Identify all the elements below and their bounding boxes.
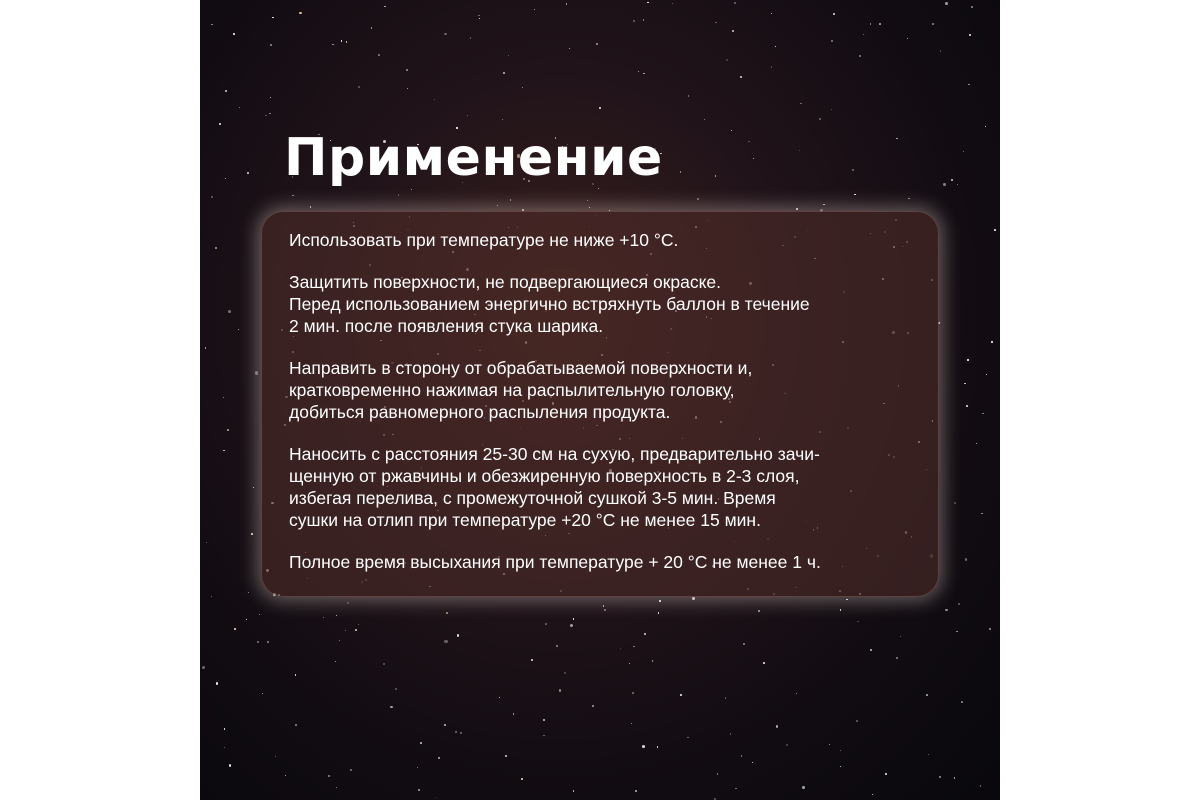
star: [603, 605, 604, 606]
star: [908, 198, 910, 200]
star: [981, 513, 982, 514]
star: [238, 329, 239, 330]
star: [390, 706, 392, 708]
star: [971, 6, 973, 8]
star: [269, 113, 270, 114]
star: [589, 207, 590, 208]
star: [299, 12, 301, 14]
star: [457, 634, 459, 636]
star: [569, 48, 571, 50]
star: [251, 533, 252, 534]
star: [872, 794, 873, 795]
star: [444, 724, 446, 726]
star: [857, 621, 859, 623]
star: [418, 789, 420, 791]
star: [219, 123, 220, 124]
star: [799, 150, 800, 151]
star: [225, 178, 226, 179]
star: [657, 746, 659, 748]
star: [233, 33, 235, 35]
star: [556, 645, 558, 647]
star: [521, 778, 523, 780]
star: [985, 126, 986, 127]
star: [347, 602, 349, 604]
star: [928, 754, 929, 755]
text-line: Направить в сторону от обрабатываемой поверхности и,: [289, 358, 753, 378]
star: [633, 646, 635, 648]
star: [735, 788, 736, 789]
star: [896, 657, 898, 659]
star: [643, 19, 645, 21]
star: [355, 629, 357, 631]
star: [295, 724, 297, 726]
star: [965, 558, 967, 560]
star: [758, 610, 760, 612]
star: [635, 790, 637, 792]
star: [730, 733, 731, 734]
star: [743, 643, 745, 645]
star: [384, 6, 386, 8]
star: [786, 744, 788, 746]
star: [467, 115, 468, 116]
star: [446, 612, 448, 614]
instruction-paragraph-5: [289, 551, 915, 573]
star: [752, 762, 753, 763]
star: [224, 728, 225, 729]
text-line: сушки на отлип при температуре +20 °С не менее 15 мин.: [289, 510, 761, 530]
star: [823, 204, 824, 205]
star: [211, 24, 213, 26]
star: [632, 692, 634, 694]
text-line: 2 мин. после появления стука шарика.: [289, 316, 604, 336]
star: [345, 630, 346, 631]
star: [802, 786, 805, 789]
star: [247, 172, 249, 174]
star: [840, 766, 841, 767]
star: [223, 397, 224, 398]
star: [292, 195, 294, 197]
star: [215, 247, 217, 249]
star: [840, 609, 841, 610]
instruction-paragraph-4: [289, 443, 915, 531]
star: [907, 38, 908, 39]
star: [989, 628, 990, 629]
star: [939, 776, 941, 778]
star: [592, 705, 594, 707]
star: [956, 631, 957, 632]
star: [228, 310, 231, 313]
star: [986, 374, 987, 375]
star: [205, 347, 207, 349]
star: [534, 9, 535, 10]
star: [819, 118, 821, 120]
star: [672, 3, 673, 4]
star: [502, 119, 504, 121]
page-title: Применение: [284, 128, 663, 188]
star: [543, 735, 545, 737]
star: [444, 640, 447, 643]
star: [980, 785, 982, 787]
star: [531, 659, 532, 660]
star: [796, 208, 798, 210]
star: [310, 206, 312, 208]
text-line: добиться равномерного распыления продукта.: [289, 402, 671, 422]
star: [775, 46, 777, 48]
star: [943, 183, 946, 186]
star: [658, 612, 659, 613]
star: [505, 755, 507, 757]
star: [954, 502, 956, 504]
text-line: кратковременно нажимая на распылительную головку,: [289, 380, 735, 400]
star: [833, 13, 835, 15]
star: [267, 641, 269, 643]
star: [358, 86, 360, 88]
text-line: Защитить поверхности, не подвергающиеся окраске.: [289, 272, 722, 292]
star: [932, 23, 934, 25]
star: [982, 413, 983, 414]
instructions-card: [261, 211, 939, 597]
star: [407, 88, 409, 90]
star: [687, 737, 689, 739]
star: [644, 633, 646, 635]
star: [896, 138, 898, 140]
star: [285, 775, 287, 777]
star: [879, 23, 881, 25]
text-line: Полное время высыхания при температуре + 20 °С не менее 1 ч.: [289, 552, 821, 572]
star: [991, 341, 993, 343]
star: [255, 371, 258, 374]
text-line: щенную от ржавчины и обезжиренную поверхность в 2-3 слоя,: [289, 466, 800, 486]
text-line: Использовать при температуре не ниже +10 °С.: [289, 230, 679, 250]
star: [470, 37, 472, 39]
text-line: Перед использованием энергично встряхнуть баллон в течение: [289, 294, 810, 314]
star: [383, 663, 385, 665]
star: [870, 649, 872, 651]
star: [926, 694, 928, 696]
star: [638, 71, 639, 72]
star: [339, 640, 340, 641]
star: [796, 693, 797, 694]
star: [323, 617, 324, 618]
star: [969, 34, 971, 36]
star: [239, 107, 240, 108]
star: [620, 648, 621, 649]
star: [633, 20, 635, 22]
star: [229, 764, 231, 766]
star: [967, 359, 969, 361]
star: [647, 2, 648, 3]
star: [870, 23, 871, 24]
star: [976, 443, 977, 444]
star: [479, 18, 480, 19]
star: [725, 697, 726, 698]
star: [478, 15, 480, 17]
star: [234, 628, 236, 630]
star: [587, 200, 588, 201]
star: [885, 773, 887, 775]
star: [508, 55, 509, 56]
star: [596, 43, 598, 45]
star: [680, 694, 682, 696]
star: [629, 663, 630, 664]
star: [856, 720, 858, 722]
star: [573, 618, 574, 619]
star: [332, 44, 334, 46]
instruction-paragraph-3: [289, 357, 915, 423]
star: [270, 97, 271, 98]
star: [206, 542, 207, 543]
star: [631, 723, 632, 724]
star: [270, 44, 272, 46]
star: [957, 184, 958, 185]
star: [406, 69, 408, 71]
star: [704, 119, 705, 120]
star: [692, 597, 695, 600]
star: [697, 198, 699, 200]
star: [295, 674, 296, 675]
star: [573, 790, 574, 791]
star: [726, 59, 728, 61]
star: [346, 41, 347, 42]
star: [444, 33, 446, 35]
star: [335, 661, 336, 662]
star: [652, 660, 653, 661]
star: [951, 179, 953, 181]
star: [497, 205, 498, 206]
star: [223, 450, 225, 452]
star: [211, 596, 212, 597]
star: [963, 151, 965, 153]
star: [966, 405, 968, 407]
star: [714, 798, 716, 800]
star: [741, 755, 743, 757]
star: [420, 742, 422, 744]
star: [259, 614, 260, 615]
star: [854, 194, 855, 195]
star: [341, 40, 343, 42]
star: [831, 109, 832, 110]
star: [522, 87, 523, 88]
star: [253, 487, 254, 488]
star: [680, 171, 682, 173]
text-line: Наносить с расстояния 25-30 см на сухую, предварительно зачи-: [289, 444, 820, 464]
star: [434, 99, 435, 100]
star: [246, 619, 247, 620]
star: [417, 767, 418, 768]
star: [510, 199, 511, 200]
star: [216, 682, 219, 685]
star: [224, 747, 225, 748]
star: [954, 777, 956, 779]
star: [378, 54, 380, 56]
star: [564, 672, 566, 674]
star: [945, 609, 947, 611]
star: [262, 693, 264, 695]
star: [328, 775, 330, 777]
star: [513, 713, 514, 714]
star: [272, 17, 274, 19]
star: [225, 90, 227, 92]
star: [771, 66, 772, 67]
star: [731, 130, 732, 131]
star: [543, 719, 544, 720]
star: [460, 732, 461, 733]
star: [503, 72, 505, 74]
star: [202, 666, 205, 669]
star: [961, 701, 963, 703]
star: [771, 13, 772, 14]
star: [604, 609, 606, 611]
star: [257, 641, 258, 642]
star: [350, 769, 352, 771]
star: [336, 615, 337, 616]
star: [336, 787, 337, 788]
star: [800, 103, 801, 104]
star: [846, 599, 847, 600]
star: [435, 797, 436, 798]
star: [958, 603, 959, 604]
star: [275, 756, 276, 757]
star: [642, 745, 645, 748]
star: [248, 592, 249, 593]
star: [717, 773, 719, 775]
star: [545, 623, 547, 625]
star: [863, 34, 864, 35]
star: [715, 175, 717, 177]
star: [455, 731, 457, 733]
star: [776, 725, 779, 728]
star: [659, 600, 661, 602]
star: [940, 50, 941, 51]
star: [740, 76, 742, 78]
star: [398, 194, 399, 195]
text-line: избегая перелива, с промежуточной сушкой 3-5 мин. Время: [289, 488, 776, 508]
star: [840, 750, 841, 751]
instruction-paragraph-1: [289, 229, 915, 251]
star: [994, 229, 996, 231]
star: [831, 40, 833, 42]
star: [964, 383, 965, 384]
star: [945, 2, 948, 5]
star: [968, 84, 970, 86]
star: [900, 636, 901, 637]
instruction-paragraph-2: [289, 271, 915, 337]
star: [763, 662, 765, 664]
star: [211, 196, 213, 198]
star: [852, 169, 854, 171]
star: [566, 3, 568, 5]
star: [395, 688, 397, 690]
star: [859, 55, 861, 57]
star: [559, 689, 561, 691]
star: [829, 744, 830, 745]
star: [499, 697, 501, 699]
star: [265, 115, 266, 116]
star: [599, 107, 601, 109]
star: [570, 624, 573, 627]
star: [438, 757, 439, 758]
starry-poster: [200, 0, 1000, 800]
star: [715, 22, 717, 24]
star: [358, 624, 359, 625]
star: [688, 95, 690, 97]
star: [643, 73, 645, 75]
star: [753, 158, 754, 159]
star: [748, 141, 749, 142]
star: [227, 429, 229, 431]
star: [371, 27, 373, 29]
star: [732, 30, 734, 32]
star: [734, 2, 736, 4]
